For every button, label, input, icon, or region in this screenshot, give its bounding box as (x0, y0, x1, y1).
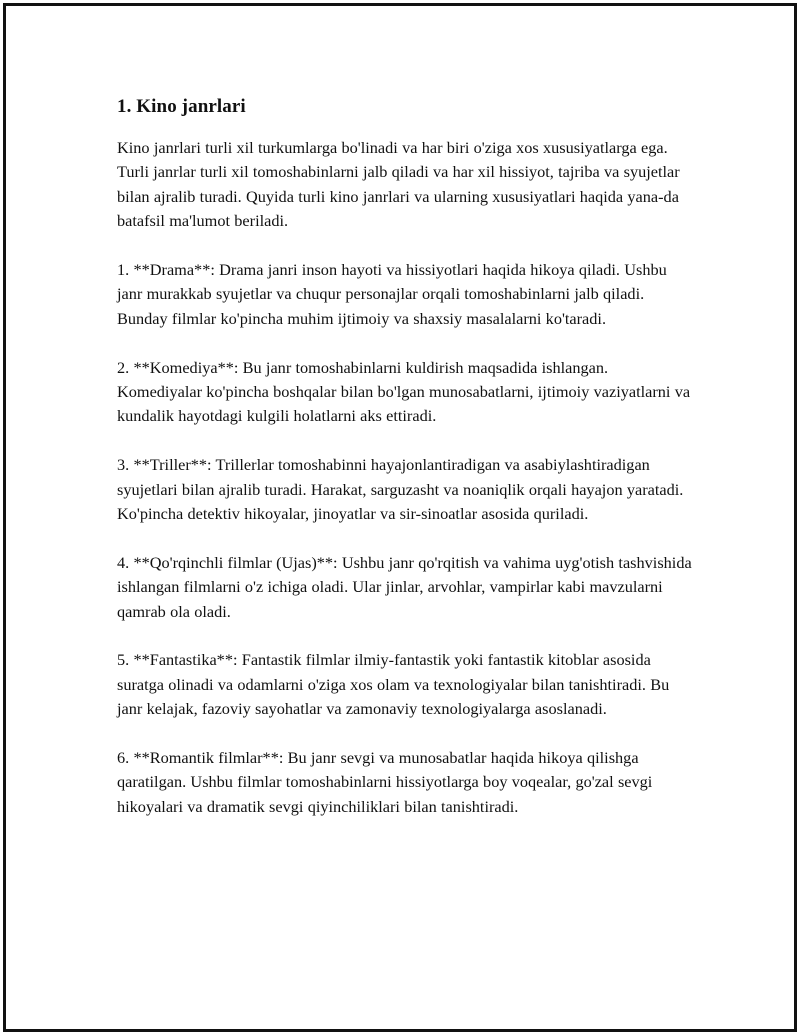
genre-paragraph-romantik: 6. **Romantik filmlar**: Bu janr sevgi va munosabatlar haqida hikoya qilishga qaratilgan. Ushbu filmlar tomoshabinlarni hissiyotlarga boy voqealar, go'zal sevgi hikoyalari va dramatik sevgi qiyinchiliklari bilan tanishtiradi. (117, 748, 653, 816)
genre-paragraph-komediya: 2. **Komediya**: Bu janr tomoshabinlarni kuldirish maqsadida ishlangan. Komediyalar ko'pincha boshqalar bilan bo'lgan munosabatlarni, ijtimoiy vaziyatlarni va kundalik hayotdagi kulgili holatlarni aks ettiradi. (117, 357, 691, 426)
genre-paragraph-drama: 1. **Drama**: Drama janri inson hayoti va hissiyotlari haqida hikoya qiladi. Ushbu janr murakkab syujetlar va chuqur personajlar orqali tomoshabinlarni jalb qiladi. Bunday filmlar ko'pincha muhim ijtimoiy va shaxsiy masalalarni ko'taradi. (117, 260, 667, 328)
document-body (117, 95, 692, 819)
section-heading: 1. Kino janrlari (117, 96, 246, 117)
genre-paragraph-fantastika: 5. **Fantastika**: Fantastik filmlar ilmiy-fantastik yoki fantastik kitoblar asosida suratga olinadi va odamlarni o'ziga xos olam va texnologiyalar bilan tanishtiradi. Bu janr kelajak, fazoviy sayohatlar va zamonaviy texnologiyalarga asoslanadi. (117, 650, 670, 719)
genre-paragraph-horror: 4. **Qo'rqinchli filmlar (Ujas)**: Ushbu janr qo'rqitish va vahima uyg'otish tashvishida ishlangan filmlarni o'z ichiga oladi. Ular jinlar, arvohlar, vampirlar kabi mavzularni qamrab ola oladi. (117, 552, 692, 621)
intro-paragraph: Kino janrlari turli xil turkumlarga bo'linadi va har biri o'ziga xos xususiyatlarga ega. Turli janrlar turli xil tomoshabinlarni jalb qiladi va har xil hissiyot, tajriba va syujetlar bilan ajralib turadi. Quyida turli kino janrlari va ularning xususiyatlari haqida yana-da batafsil ma'lumot beriladi. (117, 138, 680, 231)
genre-paragraph-triller: 3. **Triller**: Trillerlar tomoshabinni hayajonlantiradigan va asabiylashtiradigan syujetlari bilan ajralib turadi. Harakat, sarguzasht va noaniqlik orqali hayajon yaratadi. Ko'pincha detektiv hikoyalar, jinoyatlar va sir-sinoatlar asosida quriladi. (117, 455, 684, 524)
